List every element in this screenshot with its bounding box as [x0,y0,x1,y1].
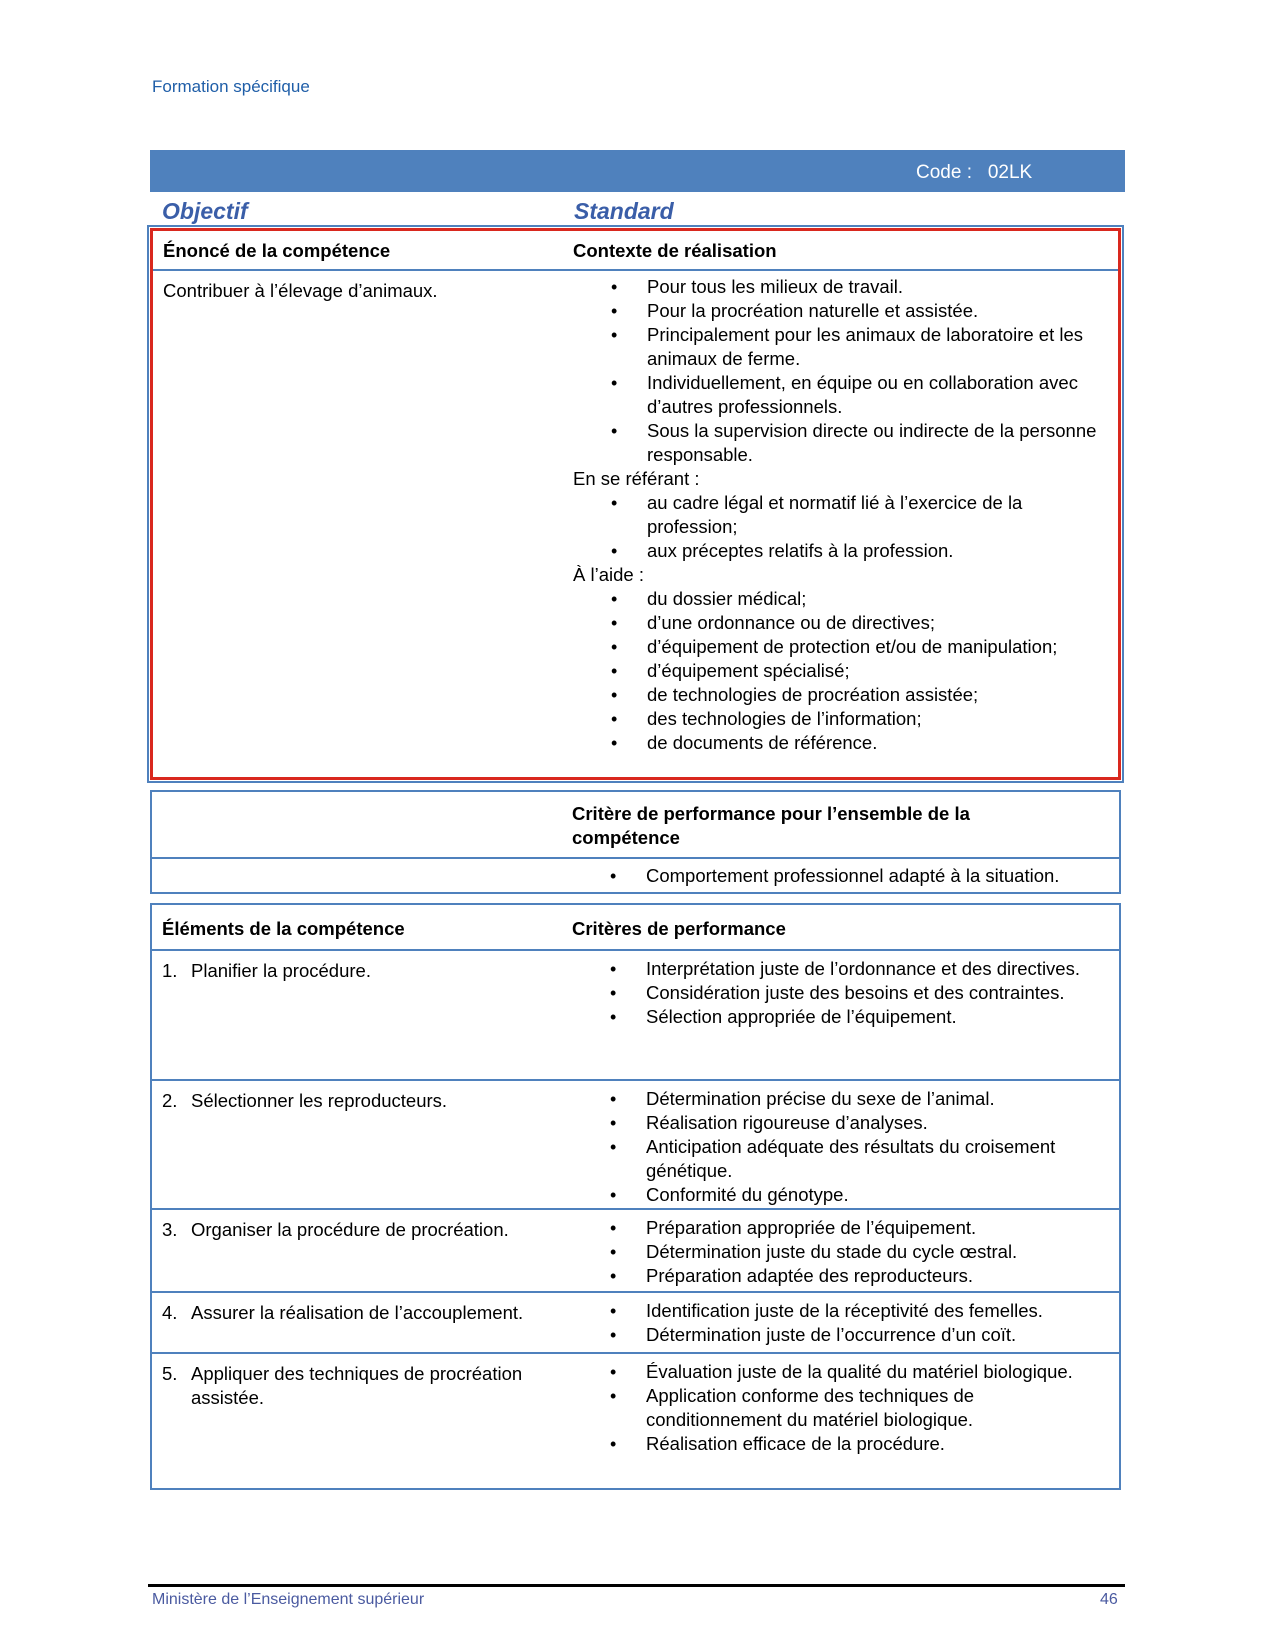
criteria-list [572,1087,1111,1207]
list-item: • d’équipement spécialisé; [573,659,1110,683]
list-item: • des technologies de l’information; [573,707,1110,731]
ensemble-content [572,864,1111,888]
list-item: • Détermination juste du stade du cycle œstral. [572,1240,1111,1264]
competence-header-row [153,231,1118,271]
competency-code [916,162,1032,184]
section-label: Formation spécifique [152,77,310,96]
list-item: • Sélection appropriée de l’équipement. [572,1005,1111,1029]
list-item: • Identification juste de la réceptivité des femelles. [572,1299,1111,1323]
criteria-list [572,1299,1111,1347]
ensemble-header-row [152,792,1119,859]
code-label: Code : [916,162,972,183]
criteria-cell [572,1087,1111,1207]
list-item: • d’équipement de protection et/ou de manipulation; [573,635,1110,659]
footer-rule [148,1584,1125,1587]
page-number: 46 [1100,1591,1118,1608]
elements-header-row [152,905,1119,951]
list-item: • Préparation appropriée de l’équipement. [572,1216,1111,1240]
contexte-header: Contexte de réalisation [573,240,777,261]
criteria-cell [572,1360,1111,1456]
list-item: • Préparation adaptée des reproducteurs. [572,1264,1111,1288]
list-item: • Individuellement, en équipe ou en collaboration avec d’autres professionnels. [573,371,1110,419]
referant-list [573,491,1110,563]
contexte-content [573,275,1110,755]
list-item: • Pour tous les milieux de travail. [573,275,1110,299]
contexte-list [573,275,1110,467]
list-item: • Sous la supervision directe ou indirecte de la personne responsable. [573,419,1110,467]
list-item: • Évaluation juste de la qualité du matériel biologique. [572,1360,1111,1384]
aide-list [573,587,1110,755]
list-item: • du dossier médical; [573,587,1110,611]
footer-ministry: Ministère de l’Enseignement supérieur [152,1591,425,1608]
list-item: • de technologies de procréation assistée; [573,683,1110,707]
criteria-list [572,957,1111,1029]
code-value: 02LK [987,162,1033,183]
list-item: • aux préceptes relatifs à la profession. [573,539,1110,563]
list-item: • Anticipation adéquate des résultats du croisement génétique. [572,1135,1111,1183]
list-item: • Principalement pour les animaux de laboratoire et les animaux de ferme. [573,323,1110,371]
enonce-header: Énoncé de la compétence [163,240,391,261]
element-label: 3. Organiser la procédure de procréation. [162,1219,509,1240]
list-item: • Détermination précise du sexe de l’animal. [572,1087,1111,1111]
table-row [152,951,1119,1081]
element-label: 2. Sélectionner les reproducteurs. [162,1090,448,1111]
criteres-header: Critères de performance [572,918,786,939]
table-row [152,1081,1119,1210]
list-item: • Détermination juste de l’occurrence d’un coït. [572,1323,1111,1347]
referant-label: En se référant : [573,468,700,489]
ensemble-header: Critère de performance pour l’ensemble de la compétence [572,803,970,848]
list-item: • Comportement professionnel adapté à la situation. [572,864,1111,888]
list-item: • au cadre légal et normatif lié à l’exercice de la profession; [573,491,1110,539]
list-item: • Application conforme des techniques de conditionnement du matériel biologique. [572,1384,1111,1432]
table-row [152,1293,1119,1354]
element-label: 4. Assurer la réalisation de l’accouplement. [162,1302,524,1323]
aide-label: À l’aide : [573,564,644,585]
table-row [152,1354,1119,1484]
list-item: • Interprétation juste de l’ordonnance et des directives. [572,957,1111,981]
criteria-cell [572,1299,1111,1347]
ensemble-table [150,790,1121,894]
list-item: • Considération juste des besoins et des contraintes. [572,981,1111,1005]
table-row [152,1210,1119,1293]
ensemble-list [572,864,1111,888]
competence-table [150,228,1121,780]
list-item: • de documents de référence. [573,731,1110,755]
criteria-list [572,1360,1111,1456]
element-label: 5. Appliquer des techniques de procréation assistée. [162,1363,523,1408]
standard-heading: Standard [574,198,674,224]
objectif-heading: Objectif [162,198,248,224]
criteria-cell [572,957,1111,1029]
list-item: • Réalisation efficace de la procédure. [572,1432,1111,1456]
list-item: • Réalisation rigoureuse d’analyses. [572,1111,1111,1135]
enonce-text: Contribuer à l’élevage d’animaux. [163,280,438,301]
criteria-list [572,1216,1111,1288]
element-label: 1. Planifier la procédure. [162,960,371,981]
list-item: • Pour la procréation naturelle et assistée. [573,299,1110,323]
list-item: • d’une ordonnance ou de directives; [573,611,1110,635]
elements-header: Éléments de la compétence [162,918,405,939]
list-item: • Conformité du génotype. [572,1183,1111,1207]
criteria-cell [572,1216,1111,1288]
elements-table [150,903,1121,1490]
